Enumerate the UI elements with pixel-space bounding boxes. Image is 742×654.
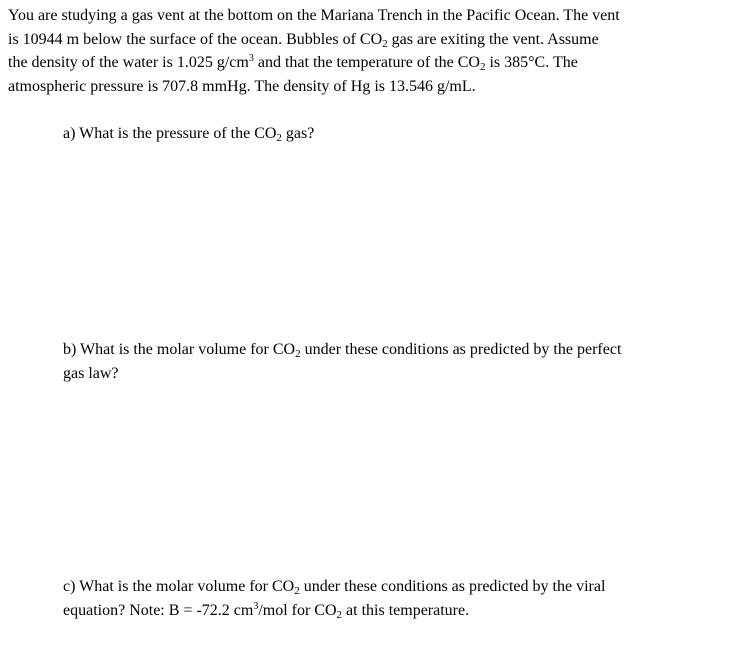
question-b-text: b) What is the molar volume for CO <box>63 341 296 358</box>
intro-line-3-text-end: is 385°C. The <box>485 54 578 71</box>
question-c-line-1 <box>63 575 723 599</box>
co2-subscript: 2 <box>294 585 300 597</box>
intro-line-3 <box>8 51 708 75</box>
problem-statement <box>8 4 708 98</box>
co2-subscript: 2 <box>336 608 343 621</box>
question-c-note-text-mid: /mol for CO <box>258 601 337 619</box>
question-c <box>63 575 723 622</box>
co2-subscript: 2 <box>382 37 388 50</box>
question-b <box>63 338 723 385</box>
co2-subscript: 2 <box>479 61 486 73</box>
question-b-text-end: under these conditions as predicted by the perfect <box>300 341 622 358</box>
cubic-superscript: 3 <box>253 600 259 612</box>
intro-line-2-text-end: gas are exiting the vent. Assume <box>387 30 599 48</box>
question-b-line-1 <box>63 338 723 362</box>
co2-subscript: 2 <box>276 132 282 144</box>
question-a <box>63 122 723 146</box>
question-a-text-end: gas? <box>281 125 315 142</box>
intro-line-2 <box>8 28 708 52</box>
cubic-superscript: 3 <box>248 53 254 64</box>
intro-line-4-text: atmospheric pressure is 707.8 mmHg. The density of Hg is 13.546 g/mL. <box>8 77 476 95</box>
question-b-text-line-2: gas law? <box>63 364 119 382</box>
intro-line-4 <box>8 75 708 99</box>
intro-line-3-text-mid: and that the temperature of the CO <box>253 54 480 71</box>
intro-line-2-text: is 10944 m below the surface of the ocean. Bubbles of CO <box>8 30 383 48</box>
question-a-text: a) What is the pressure of the CO <box>63 125 277 142</box>
question-c-line-2 <box>63 599 723 623</box>
intro-line-1 <box>8 4 708 28</box>
question-c-text-end: under these conditions as predicted by the viral <box>299 578 606 595</box>
intro-line-3-text: the density of the water is 1.025 g/cm <box>8 54 249 71</box>
question-c-note-text: equation? Note: B = -72.2 cm <box>63 601 254 619</box>
intro-line-1-text: You are studying a gas vent at the bottom on the Mariana Trench in the Pacific Ocean. The vent <box>8 7 620 24</box>
co2-subscript: 2 <box>295 348 301 360</box>
question-c-note-text-end: at this temperature. <box>342 601 470 619</box>
question-c-text: c) What is the molar volume for CO <box>63 578 295 595</box>
question-a-line-1 <box>63 122 723 146</box>
question-b-line-2 <box>63 362 723 386</box>
